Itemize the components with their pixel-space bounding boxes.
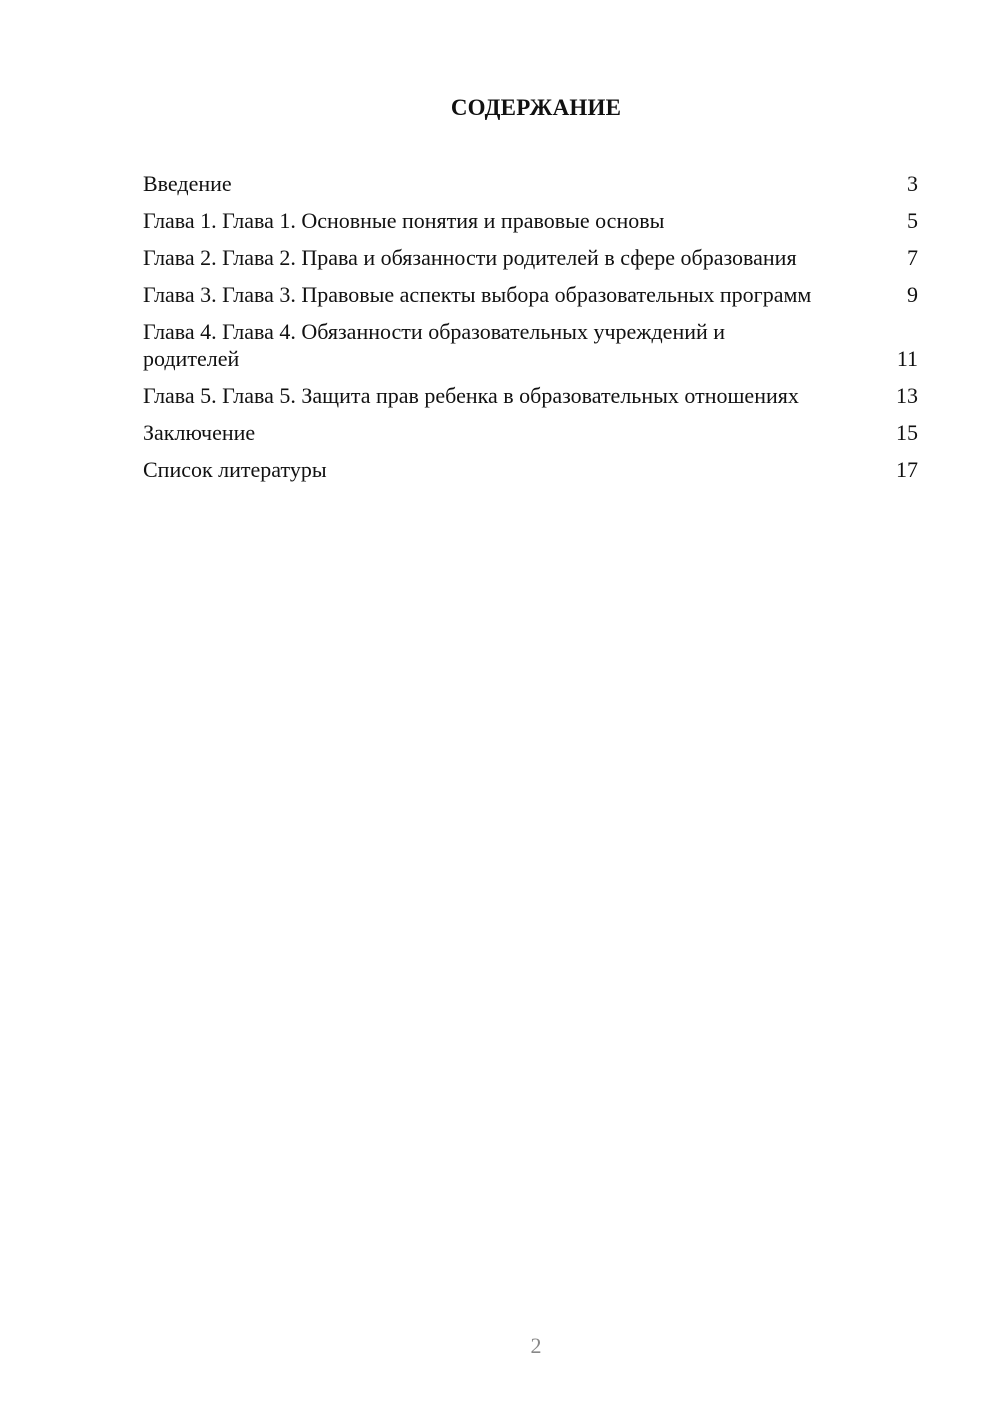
toc-entry-chapter-3	[143, 281, 918, 308]
toc-title: СОДЕРЖАНИЕ	[450, 95, 622, 120]
toc-entry-text: Введение	[143, 171, 232, 196]
toc-entry-text: Глава 2. Глава 2. Права и обязанности родителей в сфере образования	[143, 245, 797, 270]
toc-entry-page: 15	[896, 420, 918, 445]
table-of-contents	[143, 170, 918, 493]
toc-entry-page: 13	[896, 383, 918, 408]
toc-entry-chapter-2	[143, 244, 918, 271]
toc-entry-text: Глава 4. Глава 4. Обязанности образовательных учреждений и родителей	[143, 319, 726, 371]
toc-entry-text: Глава 1. Глава 1. Основные понятия и правовые основы	[143, 208, 665, 233]
toc-entry-text: Заключение	[143, 420, 256, 445]
toc-entry-chapter-1	[143, 207, 918, 234]
toc-entry-page: 3	[907, 171, 918, 196]
toc-entry-text: Глава 5. Глава 5. Защита прав ребенка в образовательных отношениях	[143, 383, 799, 408]
toc-entry-page: 17	[896, 457, 918, 482]
toc-entry-page: 11	[896, 346, 918, 371]
toc-entry-bibliography	[143, 456, 918, 483]
toc-entry-chapter-5	[143, 382, 918, 409]
toc-entry-introduction	[143, 170, 918, 197]
toc-entry-text: Глава 3. Глава 3. Правовые аспекты выбора образовательных программ	[143, 282, 812, 307]
toc-entry-text: Список литературы	[143, 457, 327, 482]
toc-entry-page: 9	[907, 282, 918, 307]
toc-entry-conclusion	[143, 419, 918, 446]
toc-entry-chapter-4	[143, 318, 918, 372]
page-number: 2	[530, 1333, 542, 1358]
toc-entry-page: 7	[907, 245, 918, 270]
toc-entry-page: 5	[907, 208, 918, 233]
